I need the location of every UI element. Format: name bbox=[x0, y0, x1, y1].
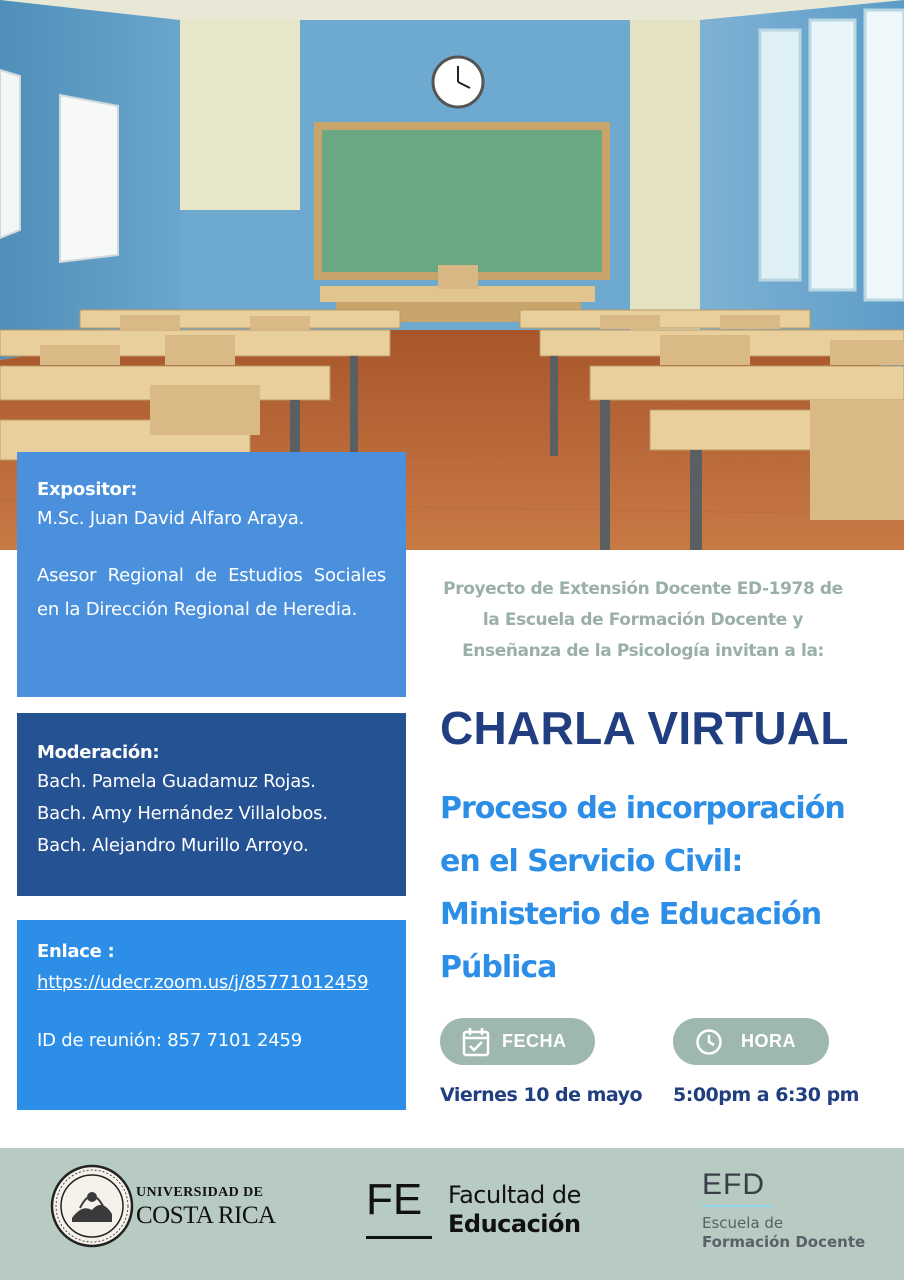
meeting-id: ID de reunión: 857 7101 2459 bbox=[37, 1030, 303, 1051]
enlace-box bbox=[17, 920, 406, 1110]
fe-logo-line: Facultad de bbox=[448, 1181, 581, 1209]
enlace-label: Enlace : bbox=[37, 941, 115, 962]
moderacion-label: Moderación: bbox=[37, 742, 160, 763]
intro-line: la Escuela de Formación Docente y bbox=[482, 610, 804, 630]
efd-logo-line: Escuela de bbox=[702, 1214, 784, 1232]
moderacion-box bbox=[17, 713, 406, 896]
fecha-label: FECHA bbox=[502, 1031, 567, 1051]
expositor-box bbox=[17, 452, 406, 697]
fecha-value: Viernes 10 de mayo bbox=[440, 1084, 643, 1106]
hora-value: 5:00pm a 6:30 pm bbox=[673, 1084, 859, 1106]
efd-rule bbox=[702, 1205, 772, 1207]
clock-icon bbox=[695, 1028, 723, 1056]
talk-title bbox=[440, 782, 880, 994]
fecha-pill bbox=[440, 1018, 595, 1065]
ucr-logo bbox=[136, 1184, 276, 1230]
calendar-check-icon bbox=[462, 1027, 490, 1057]
talk-title-line: Pública bbox=[440, 950, 557, 985]
expositor-role: Asesor Regional de Estudios Sociales en la Dirección Regional de Heredia. bbox=[37, 565, 386, 620]
intro-text bbox=[418, 574, 868, 667]
ucr-logo-line: COSTA RICA bbox=[136, 1202, 276, 1229]
talk-title-line: en el Servicio Civil: bbox=[440, 844, 743, 879]
moderator-name: Bach. Alejandro Murillo Arroyo. bbox=[37, 835, 309, 856]
efd-logo-line: Formación Docente bbox=[702, 1233, 866, 1251]
efd-abbr: EFD bbox=[702, 1168, 765, 1201]
efd-logo bbox=[702, 1168, 865, 1252]
fe-mark: FE bbox=[366, 1175, 423, 1224]
expositor-label: Expositor: bbox=[37, 479, 138, 500]
hora-label: HORA bbox=[741, 1031, 796, 1051]
ucr-seal-icon bbox=[50, 1164, 134, 1253]
hora-pill bbox=[673, 1018, 829, 1065]
fe-underline bbox=[366, 1236, 432, 1239]
intro-line: Enseñanza de la Psicología invitan a la: bbox=[462, 641, 824, 661]
talk-title-line: Ministerio de Educación bbox=[440, 897, 822, 932]
moderator-name: Bach. Pamela Guadamuz Rojas. bbox=[37, 771, 316, 792]
zoom-link[interactable]: https://udecr.zoom.us/j/85771012459 bbox=[37, 972, 369, 993]
fe-logo-line: Educación bbox=[448, 1210, 581, 1238]
moderator-name: Bach. Amy Hernández Villalobos. bbox=[37, 803, 328, 824]
headline: CHARLA VIRTUAL bbox=[440, 702, 849, 754]
ucr-logo-line: UNIVERSIDAD DE bbox=[136, 1185, 264, 1200]
talk-title-line: Proceso de incorporación bbox=[440, 791, 845, 826]
intro-line: Proyecto de Extensión Docente ED-1978 de bbox=[443, 579, 843, 599]
expositor-name: M.Sc. Juan David Alfaro Araya. bbox=[37, 508, 305, 529]
footer-logos bbox=[0, 1148, 904, 1280]
